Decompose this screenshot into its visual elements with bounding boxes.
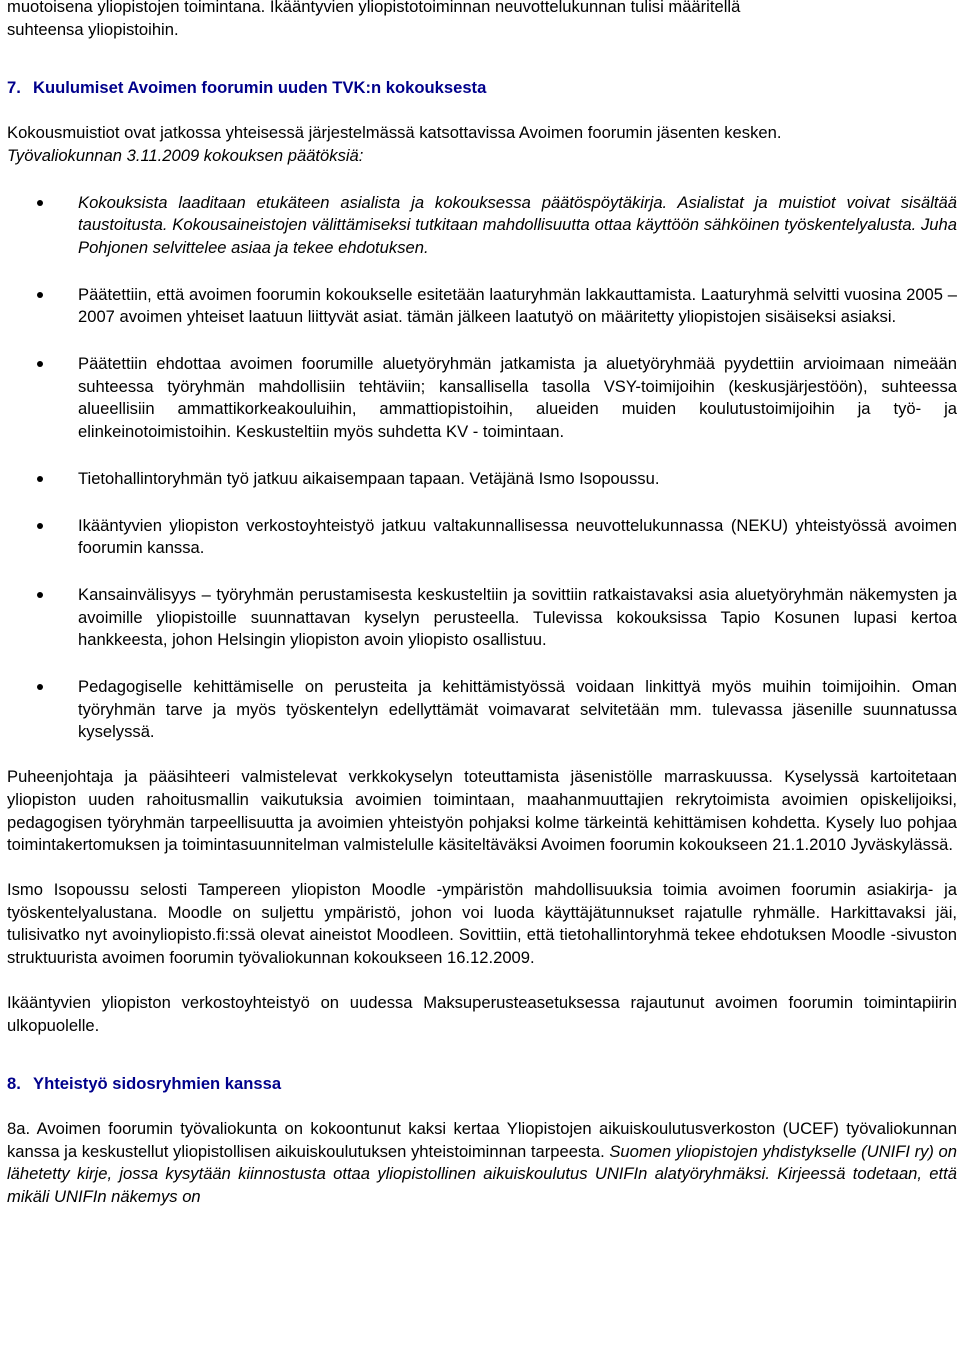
list-item <box>7 515 957 560</box>
bullet-icon <box>37 684 43 690</box>
paragraph-8a-text: 8a. Avoimen foorumin työvaliokunta on kokoontunut kaksi kertaa Yliopistojen aikuiskoulutusverkoston (UCEF) työvaliokunnan kanssa ja keskustellut yliopistollisen aikuiskoulutuksen yhteistoiminnan tarpeesta. <box>7 1118 957 1161</box>
bullet-icon <box>37 292 43 298</box>
section-7-intro <box>7 122 957 167</box>
intro-paragraph <box>7 0 957 41</box>
paragraph-8a-italic: Suomen yliopistojen yhdistykselle (UNIFI ry) on lähetetty kirje, jossa kysytään kiinnostusta ottaa yliopistollinen aikuiskoulutus UNIFIn alatyöryhmäksi. Kirjeessä todetaan, että mikäli UNIFIn näkemys on <box>7 1141 958 1207</box>
list-item-text: Päätettiin, että avoimen foorumin kokoukselle esitetään laaturyhmän lakkauttamista. Laaturyhmä selvitti vuosina 2005 – 2007 avoimen yhteiset laatuun liittyvät asiat. tämän jälkeen laatutyö on määritetty yliopistojen sisäiseksi asiaksi. <box>78 284 957 327</box>
intro-line-2: suhteensa yliopistoihin. <box>7 19 179 39</box>
list-item <box>7 584 957 652</box>
bullet-icon <box>37 592 43 598</box>
paragraph-moodle: Ismo Isopoussu selosti Tampereen yliopiston Moodle -ympäristön mahdollisuuksia toimia avoimen foorumin asiakirja- ja työskentelyalustana. Moodle on suljettu ympäristö, johon voi luoda käyttäjätunnukset rajatulle ryhmälle. Harkittavaksi jäi, tulisivatko nyt avoinyliopisto.fi:ssä olevat aineistot Moodleen. Sovittiin, että tietohallintoryhmä tekee ehdotuksen Moodle -sivuston struktuurista avoimen foorumin työvaliokunnan kokoukseen 16.12.2009. <box>7 879 957 968</box>
bullet-icon <box>37 361 43 367</box>
section-7-title: Kuulumiset Avoimen foorumin uuden TVK:n kokouksesta <box>33 78 487 98</box>
list-item-text: Pedagogiselle kehittämiselle on perusteita ja kehittämistyössä voidaan linkittyä myös muihin toimijoihin. Oman työryhmän tarve ja myös työskentelyn edellyttämät voimavarat selvitetään mm. tulevassa jäsenille suunnatussa kyselyssä. <box>78 677 957 742</box>
list-item <box>7 353 957 444</box>
bullet-icon <box>37 200 43 206</box>
list-item-text: Ikääntyvien yliopiston verkostoyhteistyö jatkuu valtakunnallisessa neuvottelukunnassa (NEKU) yhteistyössä avoimen foorumin kanssa. <box>78 515 957 558</box>
section-8-title: Yhteistyö sidosryhmien kanssa <box>33 1074 282 1094</box>
document-page <box>7 0 957 1209</box>
list-item-text: Tietohallintoryhmän työ jatkuu aikaisempaan tapaan. Vetäjänä Ismo Isopoussu. <box>78 468 660 488</box>
list-item-text: Kansainvälisyys – työryhmän perustamisesta keskusteltiin ja sovittiin ratkaistavaksi asia aluetyöryhmän näkemysten ja avoimille yliopistoille suunnattavan kyselyn perusteella. Tulevissa kokouksissa Tapio Kosunen lupasi kertoa hankkeesta, johon Helsingin yliopiston avoin yliopisto osallistuu. <box>78 584 957 650</box>
section-8-number: 8. <box>7 1074 21 1094</box>
section-7-number: 7. <box>7 78 21 98</box>
intro-line-1: muotoisena yliopistojen toimintana. Ikääntyvien yliopistotoiminnan neuvottelukunnan tulisi määritellä <box>7 0 741 16</box>
bullet-icon <box>37 476 43 482</box>
paragraph-survey: Puheenjohtaja ja pääsihteeri valmistelevat verkkokyselyn toteuttamista jäsenistölle marraskuussa. Kyselyssä kartoitetaan yliopiston uuden rahoitusmallin vaikutuksia avoimien toimintaan, maahanmuuttajien rekrytoimista avoimien opiskelijoiksi, pedagogisen työryhmän tarpeellisuutta ja avoimien yhteistyön pohjaksi kolme tärkeintä kehittämisen kohdetta. Kysely luo pohjaa toimintakertomuksen ja toimintasuunnitelman valmistelulle käsiteltäväksi Avoimen foorumin kokoukseen 21.1.2010 Jyväskylässä. <box>7 767 957 855</box>
section-8-heading <box>7 1073 957 1096</box>
list-item <box>7 468 957 491</box>
section-7-para: Kokousmuistiot ovat jatkossa yhteisessä järjestelmässä katsottavissa Avoimen foorumin jäsenten kesken. <box>7 123 782 143</box>
section-7-heading <box>7 77 957 100</box>
list-item-text: Päätettiin ehdottaa avoimen foorumille aluetyöryhmän jatkamista ja aluetyöryhmää pyydettiin arvioimaan nimeään suhteessa työryhmän mahdollisiin tehtäviin; kansallisella tasolla VSY-toimijoihin (keskusjärjestöön), suhteessa alueellisiin ammattikorkeakouluihin, ammattiopistoihin, alueiden muiden koulutustoimijoihin ja työ- ja elinkeinotoimistoihin. Keskusteltiin myös suhdetta KV - toimintaan. <box>78 354 957 442</box>
list-item <box>7 284 957 329</box>
list-item-text-italic: Kokouksista laaditaan etukäteen asialista ja kokouksessa päätöspöytäkirja. Asialistat ja muistiot voivat sisältää taustoitusta. Kokousaineistojen välittämiseksi tutkitaan mahdollisuutta ottaa käyttöön sähköinen työskentelyalusta. Juha Pohjonen selvittelee asiaa ja tekee ehdotuksen. <box>78 192 957 257</box>
decisions-intro: Työvaliokunnan 3.11.2009 kokouksen päätöksiä: <box>7 145 364 165</box>
list-item <box>7 676 957 744</box>
list-item <box>7 192 957 260</box>
paragraph-ikaantyvien: Ikääntyvien yliopiston verkostoyhteistyö on uudessa Maksuperusteasetuksessa rajautunut avoimen foorumin toimintapiirin ulkopuolelle. <box>7 992 957 1035</box>
paragraph-8a <box>7 1118 957 1209</box>
decisions-list <box>7 192 957 745</box>
bullet-icon <box>37 523 43 529</box>
